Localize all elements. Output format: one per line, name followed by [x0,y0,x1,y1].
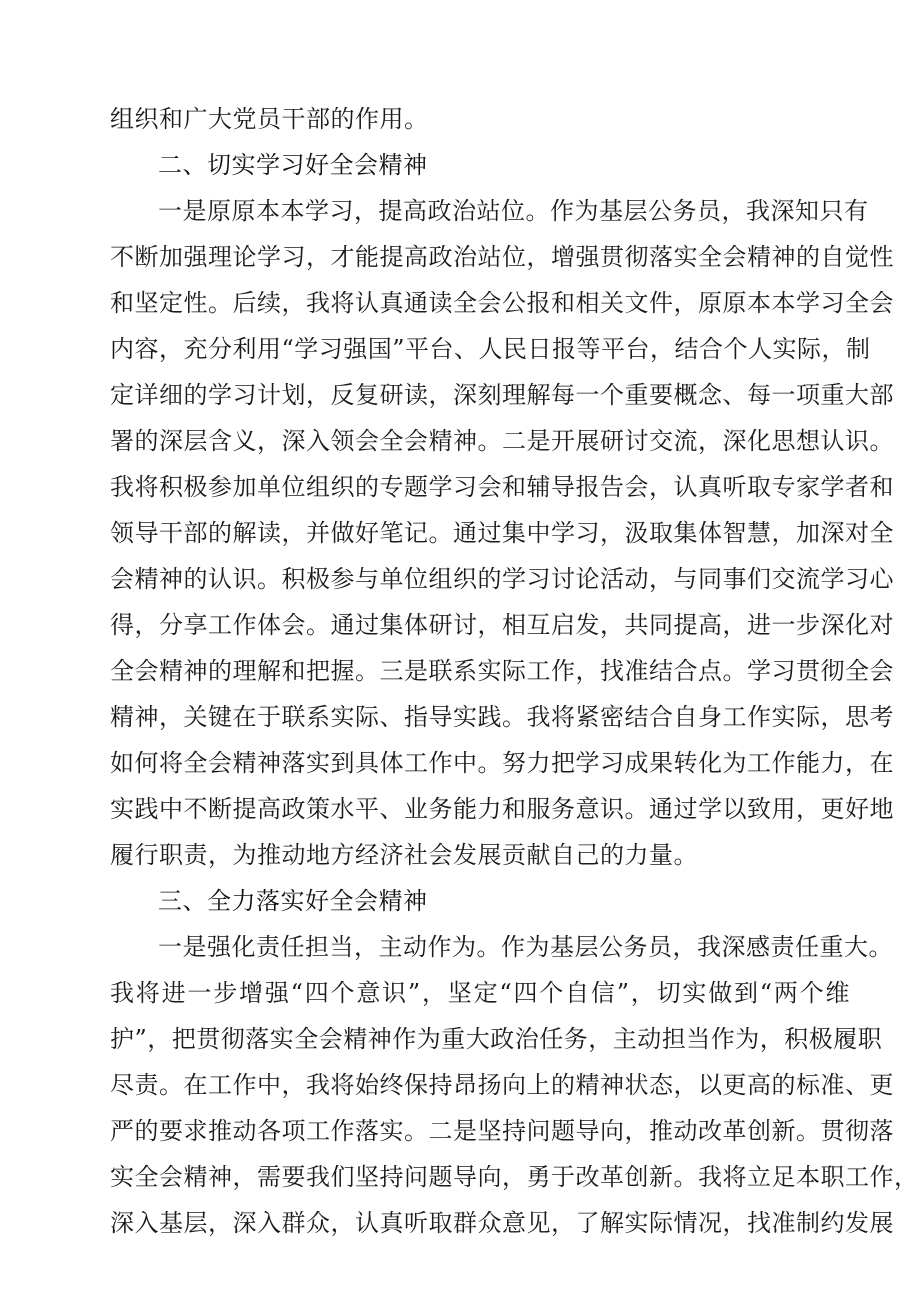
paragraph-line: 深入基层，深入群众，认真听取群众意见，了解实际情况，找准制约发展 [110,1209,894,1237]
paragraph-line: 我将进一步增强“四个意识”，坚定“四个自信”，切实做到“两个维 [110,979,850,1007]
paragraph-line: 领导干部的解读，并做好笔记。通过集中学习，汲取集体智慧，加深对全 [110,519,894,547]
paragraph-line: 我将积极参加单位组织的专题学习会和辅导报告会，认真听取专家学者和 [110,473,894,501]
paragraph-line: 一是原原本本学习，提高政治站位。作为基层公务员，我深知只有 [158,197,869,225]
paragraph-line: 不断加强理论学习，才能提高政治站位，增强贯彻落实全会精神的自觉性 [110,243,894,271]
section-heading-3: 三、全力落实好全会精神 [158,887,428,915]
paragraph-line: 如何将全会精神落实到具体工作中。努力把学习成果转化为工作能力，在 [110,749,894,777]
paragraph-line: 精神，关键在于联系实际、指导实践。我将紧密结合自身工作实际，思考 [110,703,894,731]
paragraph-line: 署的深层含义，深入领会全会精神。二是开展研讨交流，深化思想认识。 [110,427,894,455]
paragraph-line: 护”，把贯彻落实全会精神作为重大政治任务，主动担当作为，积极履职 [110,1025,883,1053]
document-body [110,96,919,1246]
paragraph-line: 定详细的学习计划，反复研读，深刻理解每一个重要概念、每一项重大部 [110,381,894,409]
section-heading-2: 二、切实学习好全会精神 [158,151,428,179]
paragraph-line: 履行职责，为推动地方经济社会发展贡献自己的力量。 [110,841,698,869]
paragraph-line: 组织和广大党员干部的作用。 [110,105,429,133]
paragraph-line: 内容，充分利用“学习强国”平台、人民日报等平台，结合个人实际，制 [110,335,871,363]
paragraph-line: 实全会精神，需要我们坚持问题导向，勇于改革创新。我将立足本职工作， [110,1163,919,1191]
paragraph-line: 得，分享工作体会。通过集体研讨，相互启发，共同提高，进一步深化对 [110,611,894,639]
paragraph-line: 全会精神的理解和把握。三是联系实际工作，找准结合点。学习贯彻全会 [110,657,894,685]
paragraph-line: 严的要求推动各项工作落实。二是坚持问题导向，推动改革创新。贯彻落 [110,1117,894,1145]
paragraph-line: 实践中不断提高政策水平、业务能力和服务意识。通过学以致用，更好地 [110,795,894,823]
paragraph-line: 尽责。在工作中，我将始终保持昂扬向上的精神状态，以更高的标准、更 [110,1071,894,1099]
paragraph-line: 和坚定性。后续，我将认真通读全会公报和相关文件，原原本本学习全会 [110,289,894,317]
paragraph-line: 一是强化责任担当，主动作为。作为基层公务员，我深感责任重大。 [158,933,893,961]
paragraph-line: 会精神的认识。积极参与单位组织的学习讨论活动，与同事们交流学习心 [110,565,894,593]
